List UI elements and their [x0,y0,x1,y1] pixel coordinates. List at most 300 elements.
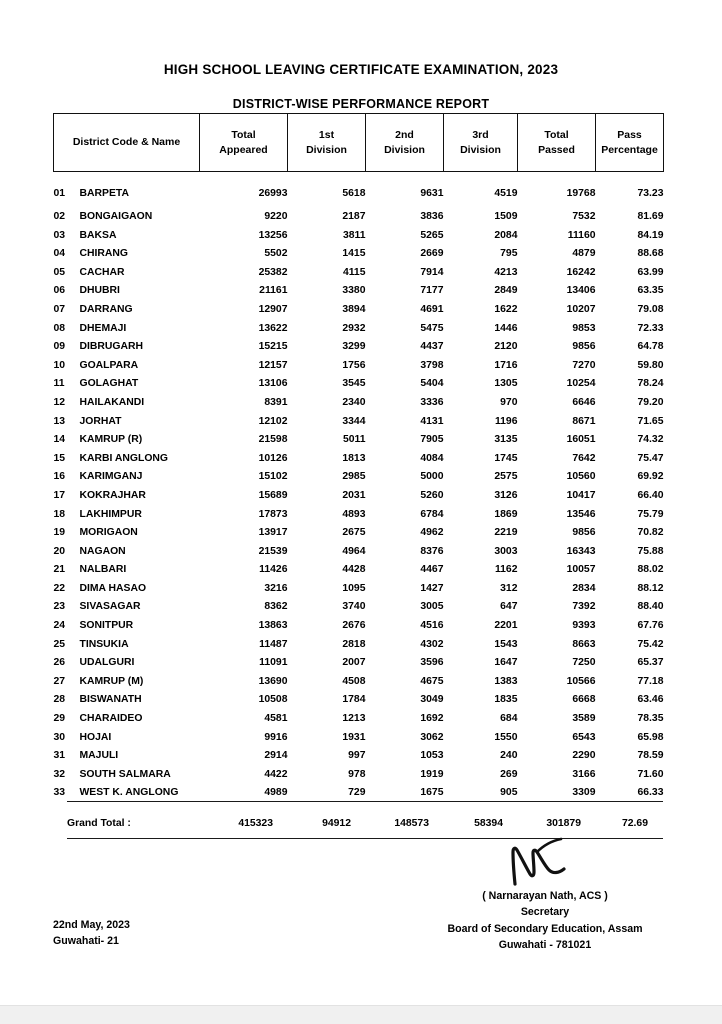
table-row [54,543,664,562]
cell-total-passed: 4879 [572,248,596,260]
cell-pass-percentage: 73.23 [637,188,664,200]
table-row [54,506,664,525]
cell-third-division: 1716 [494,359,518,371]
cell-district [54,710,200,729]
cell-district [54,691,200,710]
district-code: 05 [53,266,66,278]
cell-first-division: 2932 [342,322,366,334]
cell-district [54,561,200,580]
cell-total-passed: 13546 [566,508,596,520]
cell-third-division: 3135 [494,434,518,446]
column-header-total-appeared [200,114,288,172]
cell-third-division: 1835 [494,694,518,706]
table-row [54,580,664,599]
table-row [54,747,664,766]
grand-total-div2: 148573 [365,802,443,839]
cell-first-division: 997 [348,750,366,762]
district-code: 26 [53,657,66,669]
cell-pass-percentage: 65.98 [637,731,664,743]
cell-second-division: 4675 [420,675,444,687]
cell-total-appeared: 25382 [258,266,288,278]
cell-second-division: 3062 [420,731,444,743]
cell-third-division: 647 [500,601,518,613]
district-code: 30 [53,731,66,743]
cell-third-division: 905 [500,787,518,799]
cell-pass-percentage: 88.68 [637,248,664,260]
district-code: 29 [53,713,66,725]
district-name: UDALGURI [79,657,135,669]
cell-third-division: 1622 [494,303,518,315]
document-date: 22nd May, 2023 [53,919,130,931]
cell-second-division: 5260 [420,489,444,501]
district-code: 20 [53,545,66,557]
cell-total-passed: 10560 [566,471,596,483]
cell-total-passed: 7392 [572,601,596,613]
district-name: BARPETA [79,188,129,200]
table-row [54,654,664,673]
cell-total-appeared: 3216 [264,582,288,594]
cell-first-division: 1095 [342,582,366,594]
table-row [54,338,664,357]
cell-district [54,338,200,357]
cell-pass-percentage: 63.46 [637,694,664,706]
cell-first-division: 4115 [342,266,366,278]
cell-third-division: 1543 [494,638,518,650]
cell-third-division: 269 [500,768,518,780]
table-row [54,598,664,617]
cell-pass-percentage: 75.88 [637,545,664,557]
table-row [54,375,664,394]
column-header-district: District Code & Name [54,114,200,172]
cell-second-division: 4962 [420,527,444,539]
cell-total-appeared: 26993 [258,188,288,200]
cell-first-division: 4964 [342,545,366,557]
district-name: KOKRAJHAR [79,489,146,501]
cell-pass-percentage: 63.35 [637,285,664,297]
cell-first-division: 1213 [342,713,366,725]
cell-second-division: 4131 [420,415,444,427]
cell-total-passed: 3309 [572,787,596,799]
cell-pass-percentage: 70.82 [637,527,664,539]
cell-first-division: 1415 [342,248,366,260]
district-name: GOALPARA [79,359,139,371]
district-name: GOLAGHAT [79,378,139,390]
cell-third-division: 3126 [494,489,518,501]
header-line-2: Percentage [601,143,658,156]
table-row [54,320,664,339]
table-row [54,227,664,246]
header-line-2: Passed [538,143,575,156]
cell-total-passed: 7250 [572,657,596,669]
district-code: 32 [53,768,66,780]
cell-pass-percentage: 69.92 [637,471,664,483]
cell-total-appeared: 17873 [258,508,288,520]
cell-total-appeared: 9220 [264,211,288,222]
cell-total-appeared: 2914 [264,750,288,762]
cell-total-appeared: 21161 [259,285,288,297]
cell-total-passed: 8671 [572,415,596,427]
cell-district [54,245,200,264]
cell-district [54,487,200,506]
report-table-wrapper [53,113,663,803]
district-code: 03 [53,229,66,241]
cell-district [54,506,200,525]
cell-second-division: 7177 [420,285,444,297]
cell-second-division: 3336 [420,396,444,408]
cell-district [54,301,200,320]
cell-total-passed: 2834 [572,582,596,594]
cell-total-appeared: 15102 [258,471,288,483]
cell-first-division: 3380 [342,285,366,297]
district-name: HOJAI [79,731,112,743]
date-place-block [53,917,130,950]
cell-total-passed: 10254 [566,378,596,390]
cell-district [54,282,200,301]
cell-first-division: 2031 [342,489,366,501]
cell-second-division: 2669 [420,248,444,260]
cell-total-appeared: 13256 [258,229,288,241]
cell-total-passed: 6646 [572,396,596,408]
district-code: 15 [53,452,66,464]
cell-third-division: 1383 [494,675,518,687]
cell-third-division: 1509 [494,211,518,222]
cell-pass-percentage: 78.59 [637,750,664,762]
cell-total-passed: 16343 [566,545,596,557]
header-line-2: Division [306,143,347,156]
grand-total-pct: 72.69 [595,802,663,839]
cell-third-division: 1869 [494,508,518,520]
table-row [54,245,664,264]
district-name: JORHAT [79,415,122,427]
cell-total-appeared: 8362 [264,601,288,613]
cell-total-passed: 7270 [572,359,596,371]
district-code: 25 [53,638,66,650]
district-code: 01 [53,188,66,200]
cell-second-division: 1427 [420,582,444,594]
cell-total-appeared: 4422 [264,768,288,780]
cell-total-passed: 10417 [566,489,596,501]
cell-first-division: 3894 [342,303,366,315]
cell-third-division: 2201 [494,620,518,632]
cell-pass-percentage: 66.33 [637,787,664,799]
header-line-2: Division [384,143,425,156]
cell-pass-percentage: 63.99 [637,266,664,278]
cell-district [54,375,200,394]
cell-first-division: 2340 [342,396,366,408]
cell-pass-percentage: 75.47 [637,452,664,464]
district-code: 10 [53,359,66,371]
table-row [54,413,664,432]
cell-second-division: 5265 [420,229,444,241]
table-row [54,561,664,580]
table-row [54,710,664,729]
cell-first-division: 2985 [342,471,366,483]
table-row [54,394,664,413]
table-row [54,524,664,543]
cell-second-division: 9631 [420,188,444,200]
cell-total-appeared: 4581 [264,713,288,725]
cell-district [54,673,200,692]
cell-second-division: 6784 [420,508,444,520]
cell-total-passed: 10057 [566,564,596,576]
cell-total-passed: 10566 [566,675,596,687]
cell-total-passed: 7642 [572,452,596,464]
cell-first-division: 978 [348,768,366,780]
cell-district [54,636,200,655]
cell-district [54,172,200,209]
district-name: WEST K. ANGLONG [79,787,179,799]
cell-pass-percentage: 78.35 [637,713,664,725]
cell-first-division: 2007 [342,657,366,669]
grand-total-div1: 94912 [287,802,365,839]
cell-total-passed: 10207 [566,303,596,315]
district-name: BONGAIGAON [79,211,153,222]
cell-total-passed: 3166 [572,768,596,780]
cell-total-passed: 16242 [566,266,596,278]
cell-third-division: 1647 [494,657,518,669]
cell-total-passed: 9853 [572,322,596,334]
cell-total-appeared: 4989 [264,787,288,799]
district-code: 23 [53,601,66,613]
cell-first-division: 3344 [342,415,366,427]
cell-first-division: 2187 [342,211,366,222]
cell-total-appeared: 5502 [264,248,288,260]
cell-pass-percentage: 64.78 [637,341,664,353]
district-code: 09 [53,341,66,353]
cell-pass-percentage: 88.12 [637,582,664,594]
cell-third-division: 2575 [494,471,518,483]
cell-total-appeared: 9916 [264,731,288,743]
signatory-role: Secretary [520,906,570,919]
table-header [54,114,664,172]
cell-district [54,729,200,748]
cell-second-division: 1692 [420,713,444,725]
cell-total-appeared: 11091 [259,657,288,669]
cell-first-division: 1813 [342,452,366,464]
grand-total-wrapper [67,801,663,839]
title-block [0,62,722,111]
district-code: 31 [53,750,66,762]
district-code: 22 [53,582,66,594]
district-name: DARRANG [79,303,133,315]
table-row [54,450,664,469]
header-line-2: Division [460,143,501,156]
table-row [54,766,664,785]
cell-second-division: 5475 [420,322,444,334]
table-row [54,208,664,227]
cell-total-passed: 13406 [566,285,596,297]
cell-total-passed: 6668 [572,694,596,706]
header-line-1: Total [231,129,256,142]
cell-third-division: 970 [500,396,518,408]
cell-first-division: 4893 [342,508,366,520]
cell-total-appeared: 21539 [258,545,288,557]
cell-district [54,394,200,413]
header-line-1: 3rd [472,129,489,142]
cell-pass-percentage: 67.76 [637,620,664,632]
cell-total-passed: 9393 [572,620,596,632]
column-header-second-division [366,114,444,172]
district-name: HAILAKANDI [79,396,145,408]
district-code: 27 [53,675,66,687]
cell-total-passed: 7532 [572,211,596,222]
cell-second-division: 4437 [420,341,444,353]
table-row [54,487,664,506]
header-line-1: Pass [617,129,642,142]
cell-district [54,357,200,376]
cell-district [54,227,200,246]
district-code: 06 [53,285,66,297]
cell-pass-percentage: 75.79 [637,508,664,520]
cell-pass-percentage: 72.33 [637,322,664,334]
cell-second-division: 3596 [420,657,444,669]
cell-first-division: 729 [348,787,366,799]
grand-total-div3: 58394 [443,802,517,839]
district-code: 14 [53,434,66,446]
district-name: DHUBRI [79,285,120,297]
cell-total-appeared: 13106 [258,378,288,390]
cell-pass-percentage: 84.19 [637,229,664,241]
cell-second-division: 4084 [420,452,444,464]
cell-first-division: 2818 [342,638,366,650]
cell-second-division: 1919 [420,768,444,780]
cell-total-appeared: 21598 [258,434,288,446]
cell-second-division: 1053 [420,750,444,762]
cell-district [54,450,200,469]
organisation-place: Guwahati - 781021 [498,939,592,952]
column-header-pass-percentage [596,114,664,172]
cell-second-division: 5000 [420,471,444,483]
district-name: SIVASAGAR [79,601,141,613]
cell-total-appeared: 13917 [258,527,288,539]
cell-pass-percentage: 66.40 [637,489,664,501]
cell-total-appeared: 12102 [258,415,288,427]
cell-third-division: 4213 [494,266,518,278]
district-name: NALBARI [79,564,127,576]
cell-third-division: 1196 [494,415,518,427]
cell-first-division: 1931 [342,731,366,743]
signature-block [400,836,690,954]
cell-district [54,766,200,785]
cell-total-appeared: 12907 [258,303,288,315]
table-row [54,691,664,710]
cell-pass-percentage: 81.69 [637,211,664,222]
table-row [54,636,664,655]
cell-second-division: 4691 [420,303,444,315]
district-performance-table [53,113,664,803]
cell-total-passed: 16051 [566,434,596,446]
cell-second-division: 3836 [420,211,444,222]
cell-third-division: 3003 [494,545,518,557]
cell-district [54,264,200,283]
district-name: DHEMAJI [79,322,127,334]
district-name: TINSUKIA [79,638,129,650]
district-code: 16 [53,471,66,483]
table-row [54,301,664,320]
district-name: LAKHIMPUR [79,508,142,520]
document-place: Guwahati- 21 [53,935,119,948]
district-code: 33 [53,787,66,799]
cell-pass-percentage: 88.40 [637,601,664,613]
cell-pass-percentage: 78.24 [637,378,664,390]
cell-pass-percentage: 74.32 [637,434,664,446]
page-subtitle: DISTRICT-WISE PERFORMANCE REPORT [232,97,490,111]
cell-third-division: 240 [500,750,518,762]
cell-district [54,320,200,339]
cell-first-division: 1784 [342,694,366,706]
cell-district [54,431,200,450]
cell-total-passed: 9856 [572,527,596,539]
cell-third-division: 2219 [494,527,518,539]
cell-district [54,543,200,562]
cell-third-division: 312 [500,582,518,594]
signatory-name: ( Narnarayan Nath, ACS ) [482,890,608,902]
district-name: BISWANATH [79,694,142,706]
cell-total-passed: 9856 [572,341,596,353]
table-row [54,468,664,487]
table-row [54,172,664,209]
cell-district [54,654,200,673]
cell-pass-percentage: 59.80 [637,359,664,371]
district-name: KAMRUP (M) [79,675,144,687]
cell-total-appeared: 15215 [258,341,288,353]
cell-second-division: 1675 [420,787,444,799]
district-code: 17 [53,489,66,501]
cell-pass-percentage: 88.02 [637,564,664,576]
cell-first-division: 3545 [342,378,366,390]
cell-pass-percentage: 79.08 [637,303,664,315]
district-name: SONITPUR [79,620,134,632]
table-row [54,729,664,748]
cell-pass-percentage: 75.42 [637,638,664,650]
district-name: CACHAR [79,266,125,278]
cell-third-division: 4519 [494,188,518,200]
grand-total-row [67,802,663,839]
cell-district [54,468,200,487]
cell-district [54,617,200,636]
header-line-1: 2nd [395,129,414,142]
cell-first-division: 2675 [342,527,366,539]
district-code: 24 [53,620,66,632]
cell-district [54,580,200,599]
table-row [54,617,664,636]
cell-first-division: 5618 [342,188,366,200]
cell-total-appeared: 12157 [258,359,288,371]
district-name: SOUTH SALMARA [79,768,171,780]
district-code: 18 [53,508,66,520]
cell-pass-percentage: 79.20 [637,396,664,408]
cell-first-division: 2676 [342,620,366,632]
grand-total-label: Grand Total : [67,802,199,839]
district-name: MAJULI [79,750,119,762]
table-body [54,172,664,804]
district-name: NAGAON [79,545,126,557]
header-line-2: Appeared [219,143,268,156]
cell-third-division: 1550 [494,731,518,743]
header-line-1: Total [544,129,569,142]
cell-pass-percentage: 71.60 [637,768,664,780]
cell-total-appeared: 15689 [258,489,288,501]
district-code: 04 [53,248,66,260]
column-header-third-division [444,114,518,172]
page-bottom-edge [0,1005,722,1024]
table-row [54,264,664,283]
cell-pass-percentage: 65.37 [637,657,664,669]
cell-third-division: 2084 [494,229,518,241]
district-name: DIMA HASAO [79,582,147,594]
cell-third-division: 684 [500,713,518,725]
district-name: CHIRANG [79,248,128,260]
